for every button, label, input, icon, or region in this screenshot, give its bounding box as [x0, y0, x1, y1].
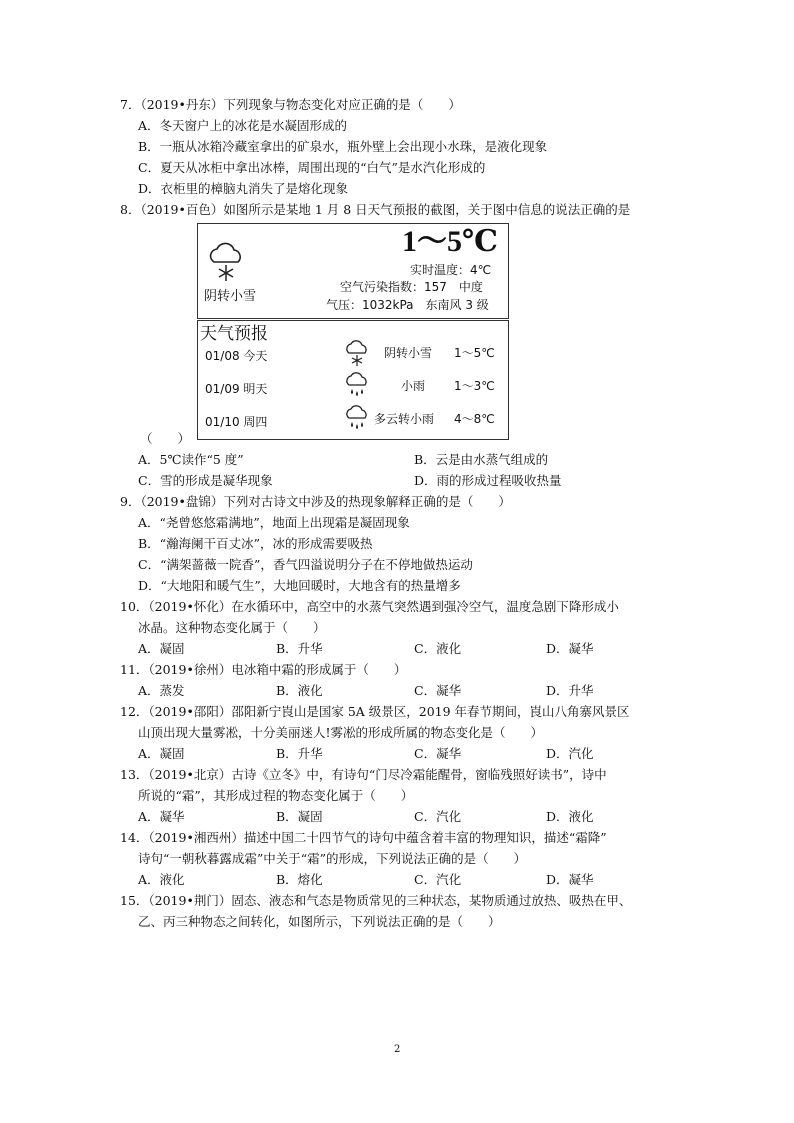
q7-option-c: C．夏天从冰柜中拿出冰棒，周围出现的“白气”是水汽化形成的 [138, 160, 486, 175]
q13-option-b: B．凝固 [276, 809, 323, 824]
q8-stem: 8．（2019•百色）如图所示是某地 1 月 8 日天气预报的截图，关于图中信息的说法正确的是 [120, 202, 631, 217]
q10-stem-line2: 冰晶。这种物态变化属于（ ） [138, 620, 326, 635]
q14-option-c: C．汽化 [414, 872, 462, 887]
q11-option-d: D．升华 [546, 683, 594, 698]
weather-current-panel [197, 223, 509, 319]
q14-option-b: B．熔化 [276, 872, 323, 887]
forecast-condition: 阴转小雪 [384, 346, 433, 360]
q9-stem: 9．（2019•盘锦）下列对古诗文中涉及的热现象解释正确的是（ ） [120, 494, 511, 509]
q11-option-a: A．蒸发 [138, 683, 185, 698]
forecast-date: 01/09 明天 [205, 382, 268, 396]
q13-option-d: D．液化 [546, 809, 594, 824]
q9-option-b: B．“瀚海阑干百丈冰”，冰的形成需要吸热 [138, 536, 373, 551]
forecast-title: 天气预报 [200, 324, 268, 344]
forecast-condition: 多云转小雨 [374, 412, 435, 426]
q12-option-b: B．升华 [276, 746, 323, 761]
temperature-range: 1～5℃ [402, 225, 498, 258]
q9-option-d: D．“大地阳和暖气生”，大地回暖时，大地含有的热量增多 [138, 578, 461, 593]
rain-cloud-icon [344, 371, 370, 405]
snow-cloud-icon [344, 339, 370, 371]
q11-option-b: B．液化 [276, 683, 323, 698]
pressure-wind: 气压：1032kPa 东南风 3 级 [326, 298, 489, 312]
air-pollution-index: 空气污染指数：157 中度 [340, 280, 483, 294]
q14-stem-line1: 14．（2019•湘西州）描述中国二十四节气的诗句中蕴含着丰富的物理知识，描述“霜降” [120, 830, 607, 845]
q9-option-c: C．“满架蔷薇一院香”，香气四溢说明分子在不停地做热运动 [138, 557, 473, 572]
page-number: 2 [394, 1044, 401, 1055]
rain-cloud-icon [344, 404, 370, 438]
forecast-temp: 1～3℃ [454, 379, 495, 393]
q10-stem-line1: 10．（2019•怀化）在水循环中，高空中的水蒸气突然遇到强冷空气，温度急剧下降形成小 [120, 599, 619, 614]
q8-answer-paren: （ ） [140, 431, 191, 446]
q11-stem: 11．（2019•徐州）电冰箱中霜的形成属于（ ） [120, 662, 407, 677]
q10-option-a: A．凝固 [138, 641, 185, 656]
q8-option-a: A．5℃读作“5 度” [138, 452, 244, 467]
forecast-temp: 4～8℃ [454, 412, 495, 426]
q15-stem-line2: 乙、丙三种物态之间转化，如图所示，下列说法正确的是（ ） [138, 914, 501, 929]
forecast-date: 01/10 周四 [205, 415, 268, 429]
q13-option-a: A．凝华 [138, 809, 185, 824]
q9-option-a: A．“尧曾悠悠霜满地”，地面上出现霜是凝固现象 [138, 515, 410, 530]
q8-option-b: B．云是由水蒸气组成的 [414, 452, 549, 467]
forecast-temp: 1～5℃ [454, 346, 495, 360]
forecast-condition: 小雨 [401, 379, 426, 393]
q8-option-d: D．雨的形成过程吸收热量 [414, 473, 562, 488]
q7-option-a: A．冬天窗户上的冰花是水凝固形成的 [138, 118, 348, 133]
q15-stem-line1: 15．（2019•荆门）固态、液态和气态是物质常见的三种状态，某物质通过放热、吸热在甲、 [120, 893, 632, 908]
q10-option-c: C．液化 [414, 641, 462, 656]
q14-option-a: A．液化 [138, 872, 185, 887]
q12-stem-line2: 山顶出现大量雾凇，十分美丽迷人!雾凇的形成所属的物态变化是（ ） [138, 725, 544, 740]
q13-option-c: C．汽化 [414, 809, 462, 824]
current-condition: 阴转小雪 [204, 289, 257, 304]
q10-option-d: D．凝华 [546, 641, 594, 656]
q8-option-c: C．雪的形成是凝华现象 [138, 473, 273, 488]
q13-stem-line2: 所说的“霜”，其形成过程的物态变化属于（ ） [138, 788, 414, 803]
q10-option-b: B．升华 [276, 641, 323, 656]
q12-option-a: A．凝固 [138, 746, 185, 761]
forecast-date: 01/08 今天 [205, 349, 268, 363]
q12-stem-line1: 12．（2019•邵阳）邵阳新宁崀山是国家 5A 级景区，2019 年春节期间，崀山八角寨风景区 [120, 704, 630, 719]
q14-option-d: D．凝华 [546, 872, 594, 887]
snow-cloud-icon [206, 240, 246, 288]
q7-option-d: D．衣柜里的樟脑丸消失了是熔化现象 [138, 181, 349, 196]
q14-stem-line2: 诗句“一朝秋暮露成霜”中关于“霜”的形成，下列说法正确的是（ ） [138, 851, 527, 866]
realtime-temperature: 实时温度：4℃ [410, 263, 492, 277]
q7-stem: 7．（2019•丹东）下列现象与物态变化对应正确的是（ ） [120, 97, 461, 112]
q12-option-c: C．凝华 [414, 746, 462, 761]
weather-forecast-panel [197, 320, 509, 440]
q7-option-b: B．一瓶从冰箱冷藏室拿出的矿泉水，瓶外壁上会出现小水珠，是液化现象 [138, 139, 548, 154]
q11-option-c: C．凝华 [414, 683, 462, 698]
q13-stem-line1: 13．（2019•北京）古诗《立冬》中，有诗句“门尽冷霜能醒骨，窗临残照好读书”，诗中 [120, 767, 607, 782]
q12-option-d: D．汽化 [546, 746, 594, 761]
